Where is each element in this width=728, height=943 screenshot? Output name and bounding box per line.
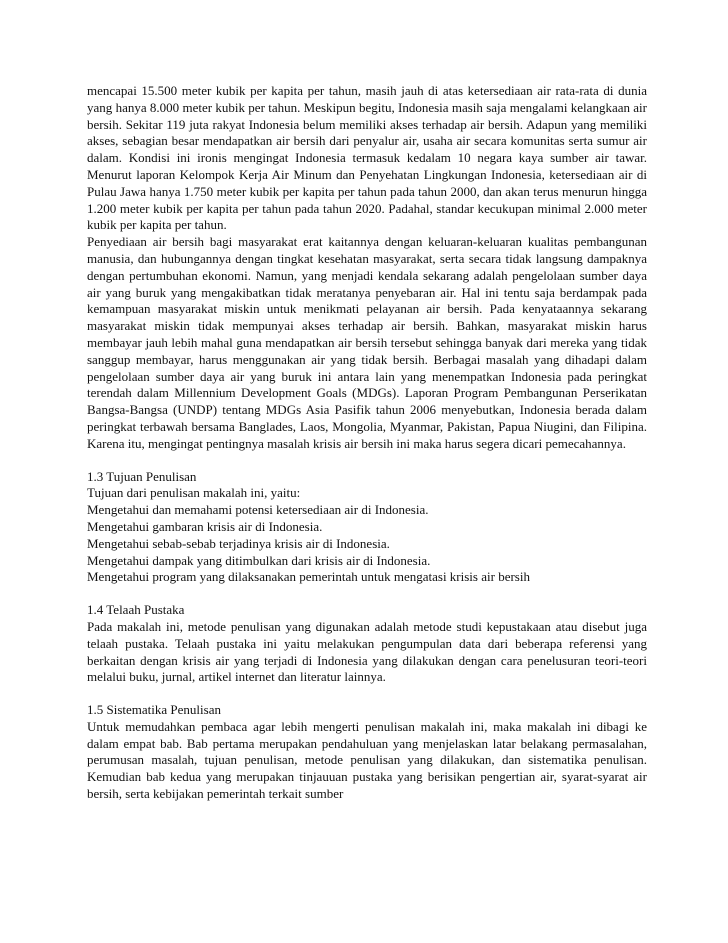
section-heading: 1.5 Sistematika Penulisan	[87, 702, 221, 718]
document-page	[87, 83, 647, 803]
objective-item: Mengetahui gambaran krisis air di Indonesia.	[87, 518, 323, 534]
section-heading: 1.4 Telaah Pustaka	[87, 602, 185, 618]
section-body: Untuk memudahkan pembaca agar lebih mengerti penulisan makalah ini, maka makalah ini dibagi ke dalam empat bab. Bab pertama merupakan pendahuluan yang menjelaskan latar belakang permasalahan, perumusan masalah, tujuan penulisan, metode penulisan yang dilakukan, dan sistematika penulisan. Kemudian bab kedua yang merupakan tinjauuan pustaka yang berisikan pengertian air, syarat-syarat air bersih, serta kebijakan pemerintah terkait sumber	[87, 718, 647, 802]
section-intro: Tujuan dari penulisan makalah ini, yaitu:	[87, 485, 301, 501]
objective-item: Mengetahui dan memahami potensi ketersediaan air di Indonesia.	[87, 502, 429, 518]
paragraph-water-availability: mencapai 15.500 meter kubik per kapita per tahun, masih jauh di atas ketersediaan air rata-rata di dunia yang hanya 8.000 meter kubik per tahun. Meskipun begitu, Indonesia masih saja mengalami kelangkaan air bersih. Sekitar 119 juta rakyat Indonesia belum memiliki akses terhadap air bersih. Adapun yang memiliki akses, sebagian besar mendapatkan air bersih dari penyalur air, usaha air secara komunitas serta sumur air dalam. Kondisi ini ironis mengingat Indonesia termasuk kedalam 10 negara kaya sumber air tawar. Menurut laporan Kelompok Kerja Air Minum dan Penyehatan Lingkungan Indonesia, ketersediaan air di Pulau Jawa hanya 1.750 meter kubik per kapita per tahun pada tahun 2000, dan akan terus menurun hingga 1.200 meter kubik per kapita per tahun pada tahun 2020. Padahal, standar kecukupan minimal 2.000 meter kubik per kapita per tahun.	[87, 83, 647, 233]
section-body: Pada makalah ini, metode penulisan yang digunakan adalah metode studi kepustakaan atau disebut juga telaah pustaka. Telaah pustaka ini yaitu melakukan pengumpulan data dari beberapa referensi yang berkaitan dengan krisis air yang terjadi di Indonesia yang dilakukan dengan cara penelusuran teori-teori melalui buku, jurnal, artikel internet dan literatur lainnya.	[87, 618, 647, 685]
objective-item: Mengetahui dampak yang ditimbulkan dari krisis air di Indonesia.	[87, 552, 431, 568]
objective-item: Mengetahui sebab-sebab terjadinya krisis air di Indonesia.	[87, 535, 390, 551]
section-sistematika-penulisan	[87, 702, 647, 803]
paragraph-clean-water-provision: Penyediaan air bersih bagi masyarakat erat kaitannya dengan keluaran-keluaran kualitas pembangunan manusia, dan hubungannya dengan tingkat kesehatan masyarakat, serta secara tidak langsung dampaknya dengan pertumbuhan ekonomi. Namun, yang menjadi kendala sekarang adalah pengelolaan sumber daya air yang buruk yang mengakibatkan tidak meratanya penyebaran air. Hal ini tentu saja berdampak pada kemampuan masyarakat miskin untuk menikmati pelayanan air bersih. Pada kenyataannya sekarang masyarakat miskin tidak mempunyai akses terhadap air bersih. Bahkan, masyarakat miskin harus membayar jauh lebih mahal guna mendapatkan air bersih tersebut sehingga banyak dari mereka yang tidak sanggup membayar, harus menggunakan air yang tidak bersih. Berbagai masalah yang dihadapi dalam pengelolaan sumber daya air yang buruk ini antara lain yang menempatkan Indonesia pada peringkat terendah dalam Millennium Development Goals (MDGs). Laporan Program Pembangunan Perserikatan Bangsa-Bangsa (UNDP) tentang MDGs Asia Pasifik tahun 2006 menyebutkan, Indonesia berada dalam peringkat terbawah bersama Banglades, Laos, Mongolia, Myanmar, Pakistan, Papua Niugini, dan Filipina. Karena itu, mengingat pentingnya masalah krisis air bersih ini maka harus segera dicari pemecahannya.	[87, 234, 647, 451]
objective-item: Mengetahui program yang dilaksanakan pemerintah untuk mengatasi krisis air bersih	[87, 569, 530, 585]
section-heading: 1.3 Tujuan Penulisan	[87, 468, 197, 484]
section-tujuan-penulisan	[87, 469, 647, 587]
section-telaah-pustaka	[87, 602, 647, 686]
